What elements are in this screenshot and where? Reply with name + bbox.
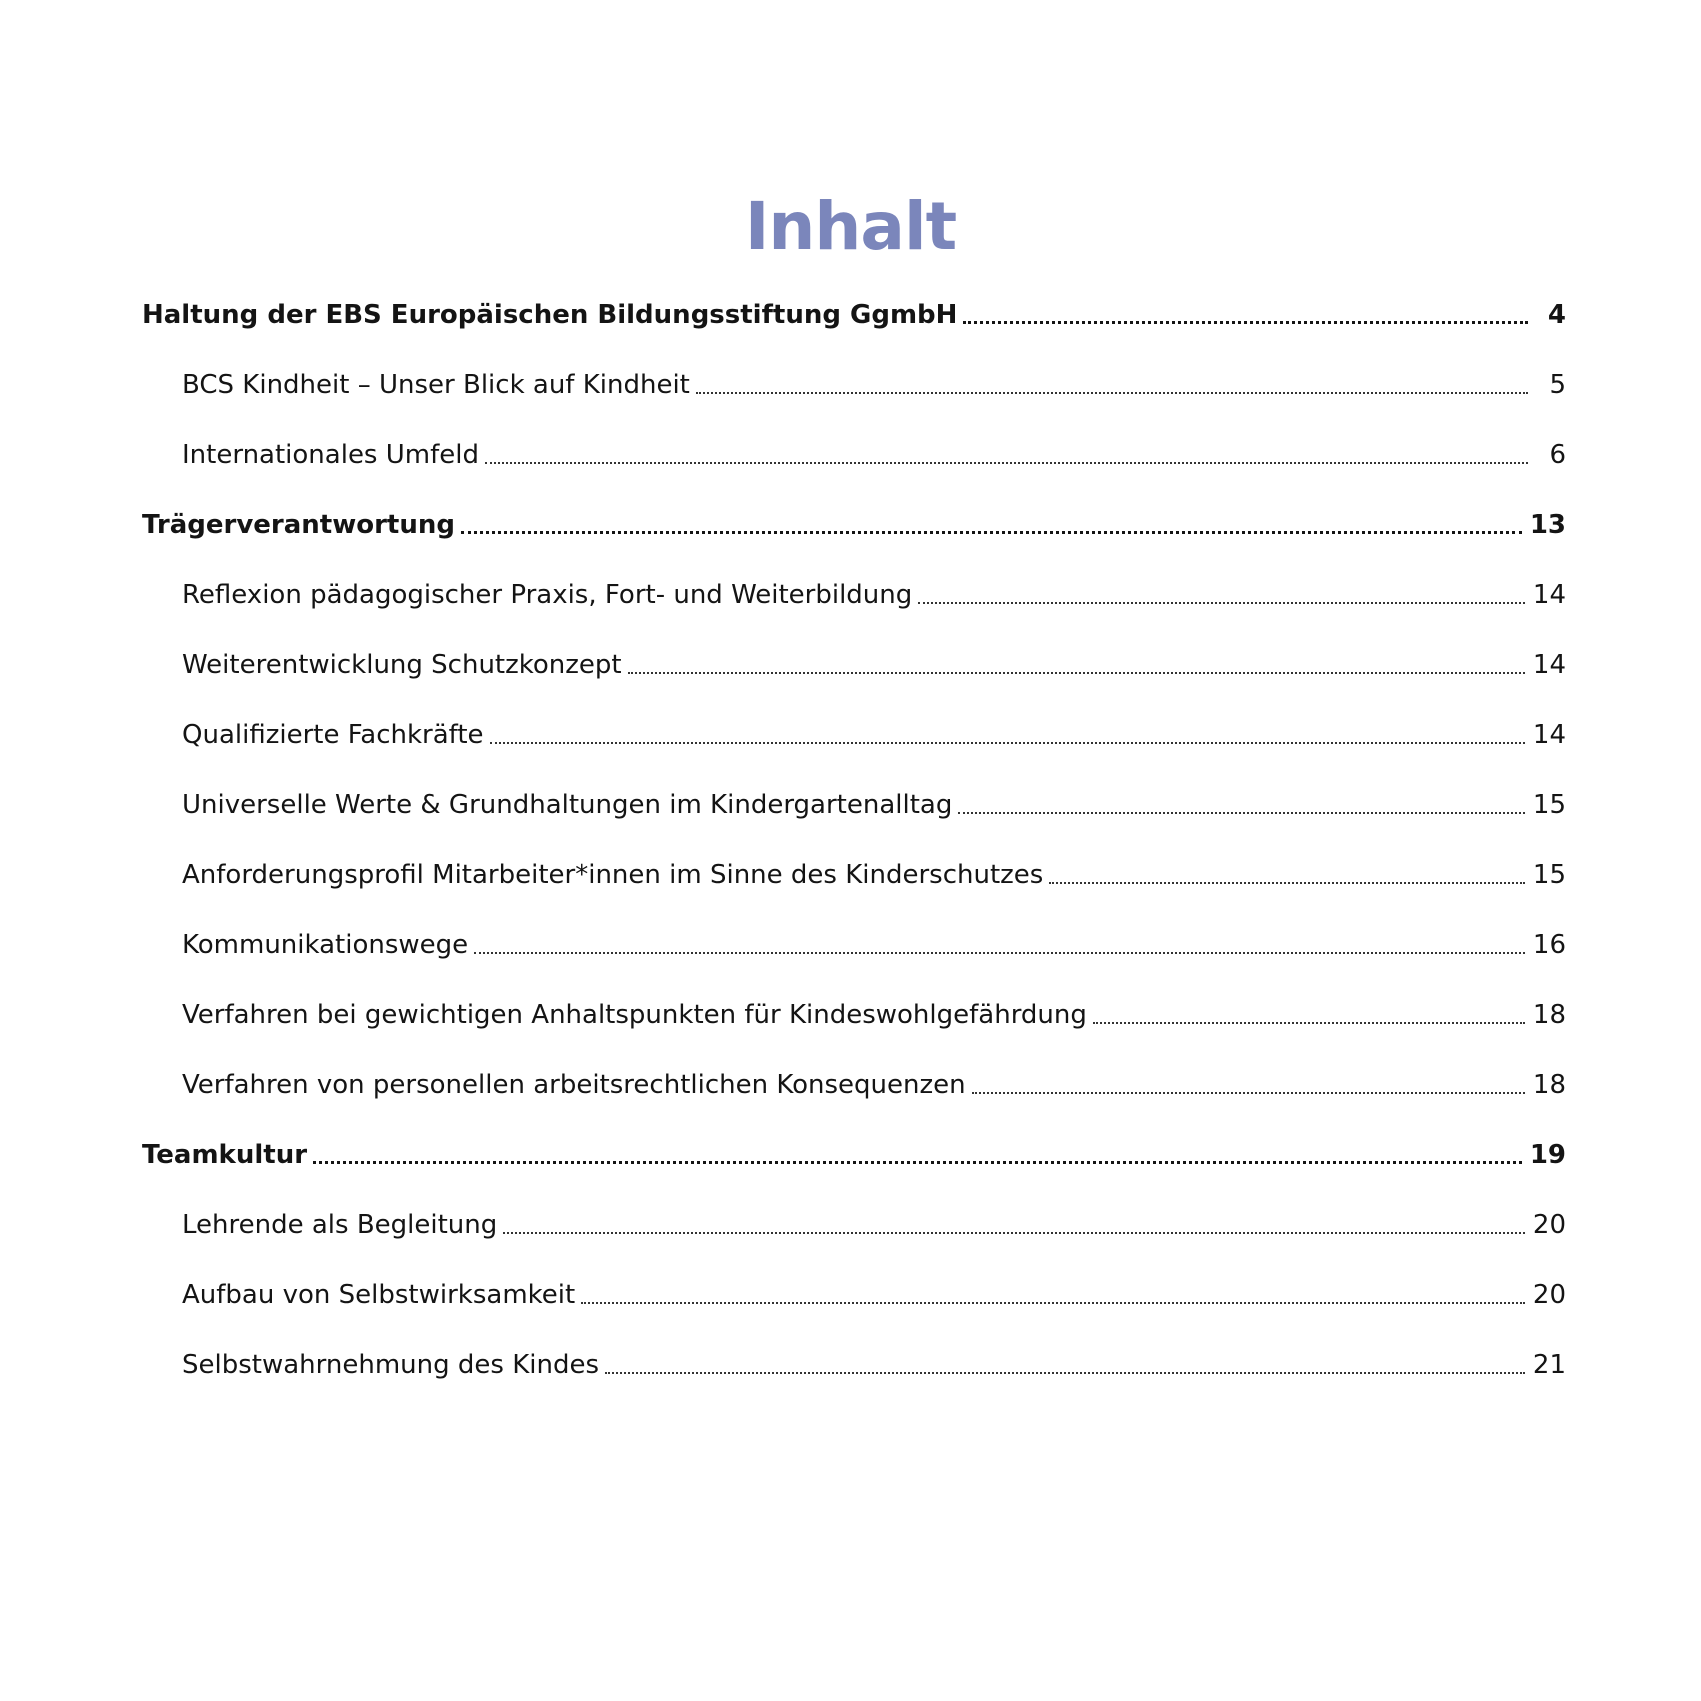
toc-entry-label: BCS Kindheit – Unser Blick auf Kindheit bbox=[182, 370, 696, 400]
toc-entry-label: Trägerverantwortung bbox=[142, 510, 461, 540]
toc-subsection-entry[interactable] bbox=[142, 1170, 1566, 1240]
toc-page-number: 4 bbox=[1547, 300, 1566, 330]
page-title: Inhalt bbox=[744, 188, 957, 266]
toc-entry-label: Selbstwahrnehmung des Kindes bbox=[182, 1350, 605, 1380]
toc-page-number: 20 bbox=[1532, 1210, 1566, 1240]
toc-section-entry[interactable] bbox=[142, 470, 1566, 540]
toc-entry-label: Verfahren bei gewichtigen Anhaltspunkten für Kindeswohlgefährdung bbox=[182, 1000, 1093, 1030]
toc-subsection-entry[interactable] bbox=[142, 750, 1566, 820]
toc-subsection-entry[interactable] bbox=[142, 540, 1566, 610]
toc-entry-label: Verfahren von personellen arbeitsrechtlichen Konsequenzen bbox=[182, 1070, 972, 1100]
toc-entry-label: Internationales Umfeld bbox=[182, 440, 485, 470]
toc-dot-leader bbox=[490, 742, 1525, 744]
toc-dot-leader bbox=[313, 1161, 1522, 1164]
toc-dot-leader bbox=[485, 462, 1528, 464]
toc-subsection-entry[interactable] bbox=[142, 330, 1566, 400]
toc-entry-label: Weiterentwicklung Schutzkonzept bbox=[182, 650, 628, 680]
toc-dot-leader bbox=[474, 952, 1525, 954]
toc-subsection-entry[interactable] bbox=[142, 610, 1566, 680]
toc-page-number: 5 bbox=[1549, 370, 1566, 400]
toc-page-number: 6 bbox=[1549, 440, 1566, 470]
toc-dot-leader bbox=[605, 1372, 1525, 1374]
toc-subsection-entry[interactable] bbox=[142, 1310, 1566, 1380]
toc-page-number: 18 bbox=[1532, 1000, 1566, 1030]
toc-dot-leader bbox=[696, 392, 1528, 394]
toc-page-number: 16 bbox=[1532, 930, 1566, 960]
toc-page-number: 15 bbox=[1532, 790, 1566, 820]
toc-page-number: 20 bbox=[1532, 1280, 1566, 1310]
toc-section-entry[interactable] bbox=[142, 260, 1566, 330]
toc-entry-label: Haltung der EBS Europäischen Bildungsstiftung GgmbH bbox=[142, 300, 963, 330]
toc-subsection-entry[interactable] bbox=[142, 960, 1566, 1030]
toc-dot-leader bbox=[963, 321, 1528, 324]
toc-entry-label: Anforderungsprofil Mitarbeiter*innen im Sinne des Kinderschutzes bbox=[182, 860, 1049, 890]
toc-section-entry[interactable] bbox=[142, 1100, 1566, 1170]
toc-page-number: 15 bbox=[1532, 860, 1566, 890]
toc-page-number: 14 bbox=[1532, 580, 1566, 610]
toc-dot-leader bbox=[628, 672, 1525, 674]
toc-dot-leader bbox=[503, 1232, 1525, 1234]
table-of-contents bbox=[142, 260, 1566, 1380]
toc-page-number: 21 bbox=[1532, 1350, 1566, 1380]
toc-dot-leader bbox=[1093, 1022, 1525, 1024]
toc-page-number: 14 bbox=[1532, 720, 1566, 750]
toc-entry-label: Lehrende als Begleitung bbox=[182, 1210, 503, 1240]
toc-entry-label: Kommunikationswege bbox=[182, 930, 474, 960]
toc-subsection-entry[interactable] bbox=[142, 400, 1566, 470]
toc-dot-leader bbox=[958, 812, 1525, 814]
toc-page-number: 18 bbox=[1532, 1070, 1566, 1100]
toc-subsection-entry[interactable] bbox=[142, 680, 1566, 750]
toc-dot-leader bbox=[918, 602, 1525, 604]
toc-entry-label: Universelle Werte & Grundhaltungen im Kindergartenalltag bbox=[182, 790, 958, 820]
toc-entry-label: Qualifizierte Fachkräfte bbox=[182, 720, 490, 750]
toc-subsection-entry[interactable] bbox=[142, 820, 1566, 890]
toc-page-number: 19 bbox=[1529, 1140, 1566, 1170]
toc-subsection-entry[interactable] bbox=[142, 1240, 1566, 1310]
toc-subsection-entry[interactable] bbox=[142, 1030, 1566, 1100]
toc-page-number: 14 bbox=[1532, 650, 1566, 680]
toc-page-number: 13 bbox=[1529, 510, 1566, 540]
toc-dot-leader bbox=[461, 531, 1522, 534]
toc-entry-label: Aufbau von Selbstwirksamkeit bbox=[182, 1280, 581, 1310]
toc-dot-leader bbox=[581, 1302, 1525, 1304]
toc-dot-leader bbox=[1049, 882, 1525, 884]
toc-dot-leader bbox=[972, 1092, 1525, 1094]
toc-entry-label: Teamkultur bbox=[142, 1140, 313, 1170]
toc-entry-label: Reflexion pädagogischer Praxis, Fort- und Weiterbildung bbox=[182, 580, 918, 610]
toc-subsection-entry[interactable] bbox=[142, 890, 1566, 960]
